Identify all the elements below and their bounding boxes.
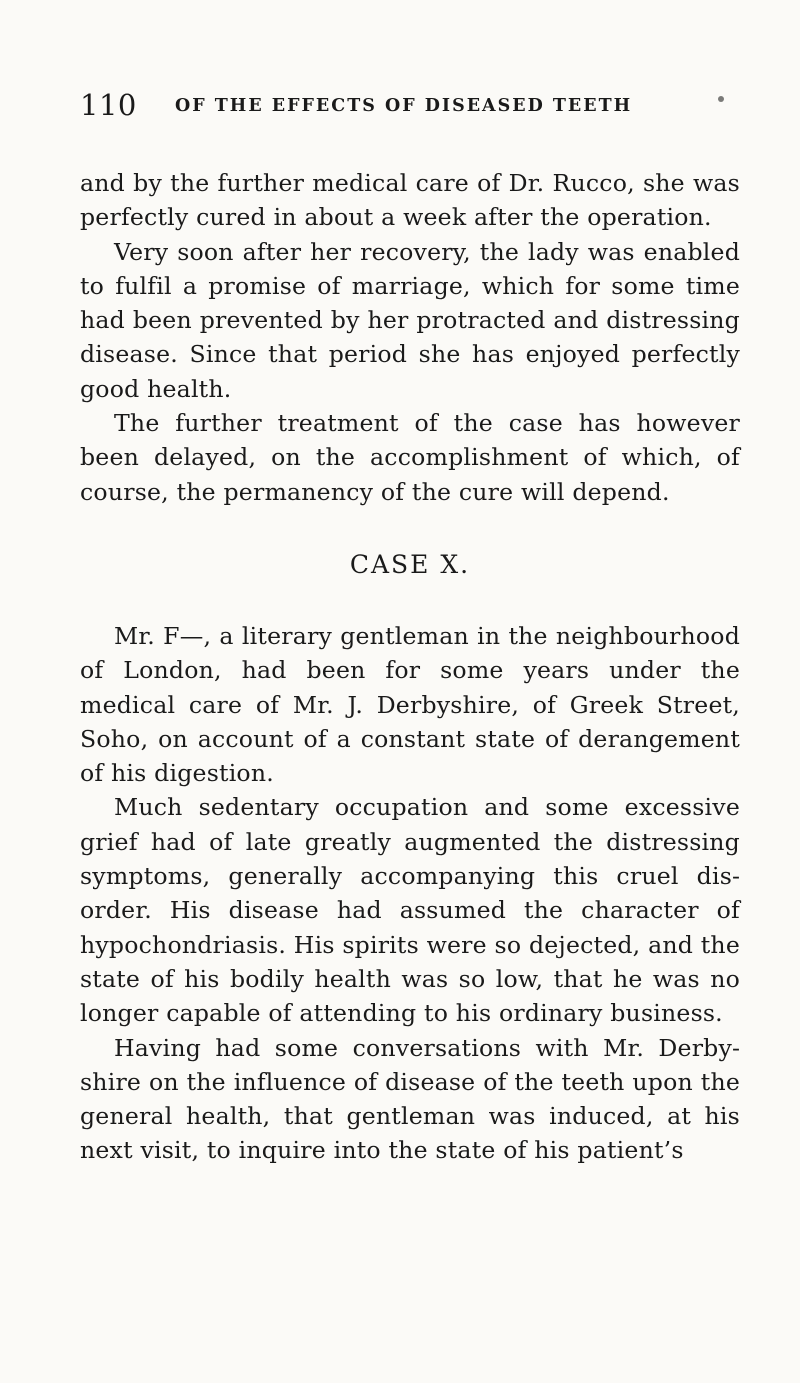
paragraph-symptoms: Much sedentary occupation and some excessive grief had of late greatly augmented the distressing symptoms, generally accompanying this cruel disorder. His disease had assumed the character of hypochondriasis. His spirits were so dejected, and the state of his bodily health was so low, that he was no longer capable of attending to his ordinary business. — [80, 793, 740, 1028]
paragraph-recovery: Very soon after her recovery, the lady was enabled to fulfil a promise of marriage, which for some time had been prevented by her protracted and distressing disease. Since that period she has enjoyed perfectly good health. — [80, 237, 740, 403]
running-title: OF THE EFFECTS OF DISEASED TEETH — [175, 96, 633, 116]
page-number: 110 — [80, 88, 137, 122]
case-heading: CASE X. — [349, 549, 471, 579]
paragraph-conversations: Having had some conversations with Mr. Derbyshire on the influence of disease of the teeth upon the general health, that gentleman was induced, at his next visit, to inquire into the state of his patient’s — [80, 1033, 740, 1165]
body-text — [80, 166, 740, 1168]
print-speck — [718, 96, 724, 102]
paragraph-continuation: and by the further medical care of Dr. Rucco, she was perfectly cured in about a week after the operation. — [80, 169, 740, 232]
running-head — [80, 88, 740, 128]
paragraph-case-intro: Mr. F—, a literary gentleman in the neighbourhood of London, had been for some years under the medical care of Mr. J. Derbyshire, of Greek Street, Soho, on account of a constant state of derangement of his digestion. — [80, 621, 740, 788]
paragraph-further-treatment: The further treatment of the case has however been delayed, on the accomplishment of which, of course, the permanency of the cure will depend. — [80, 409, 740, 506]
book-page — [80, 88, 740, 128]
